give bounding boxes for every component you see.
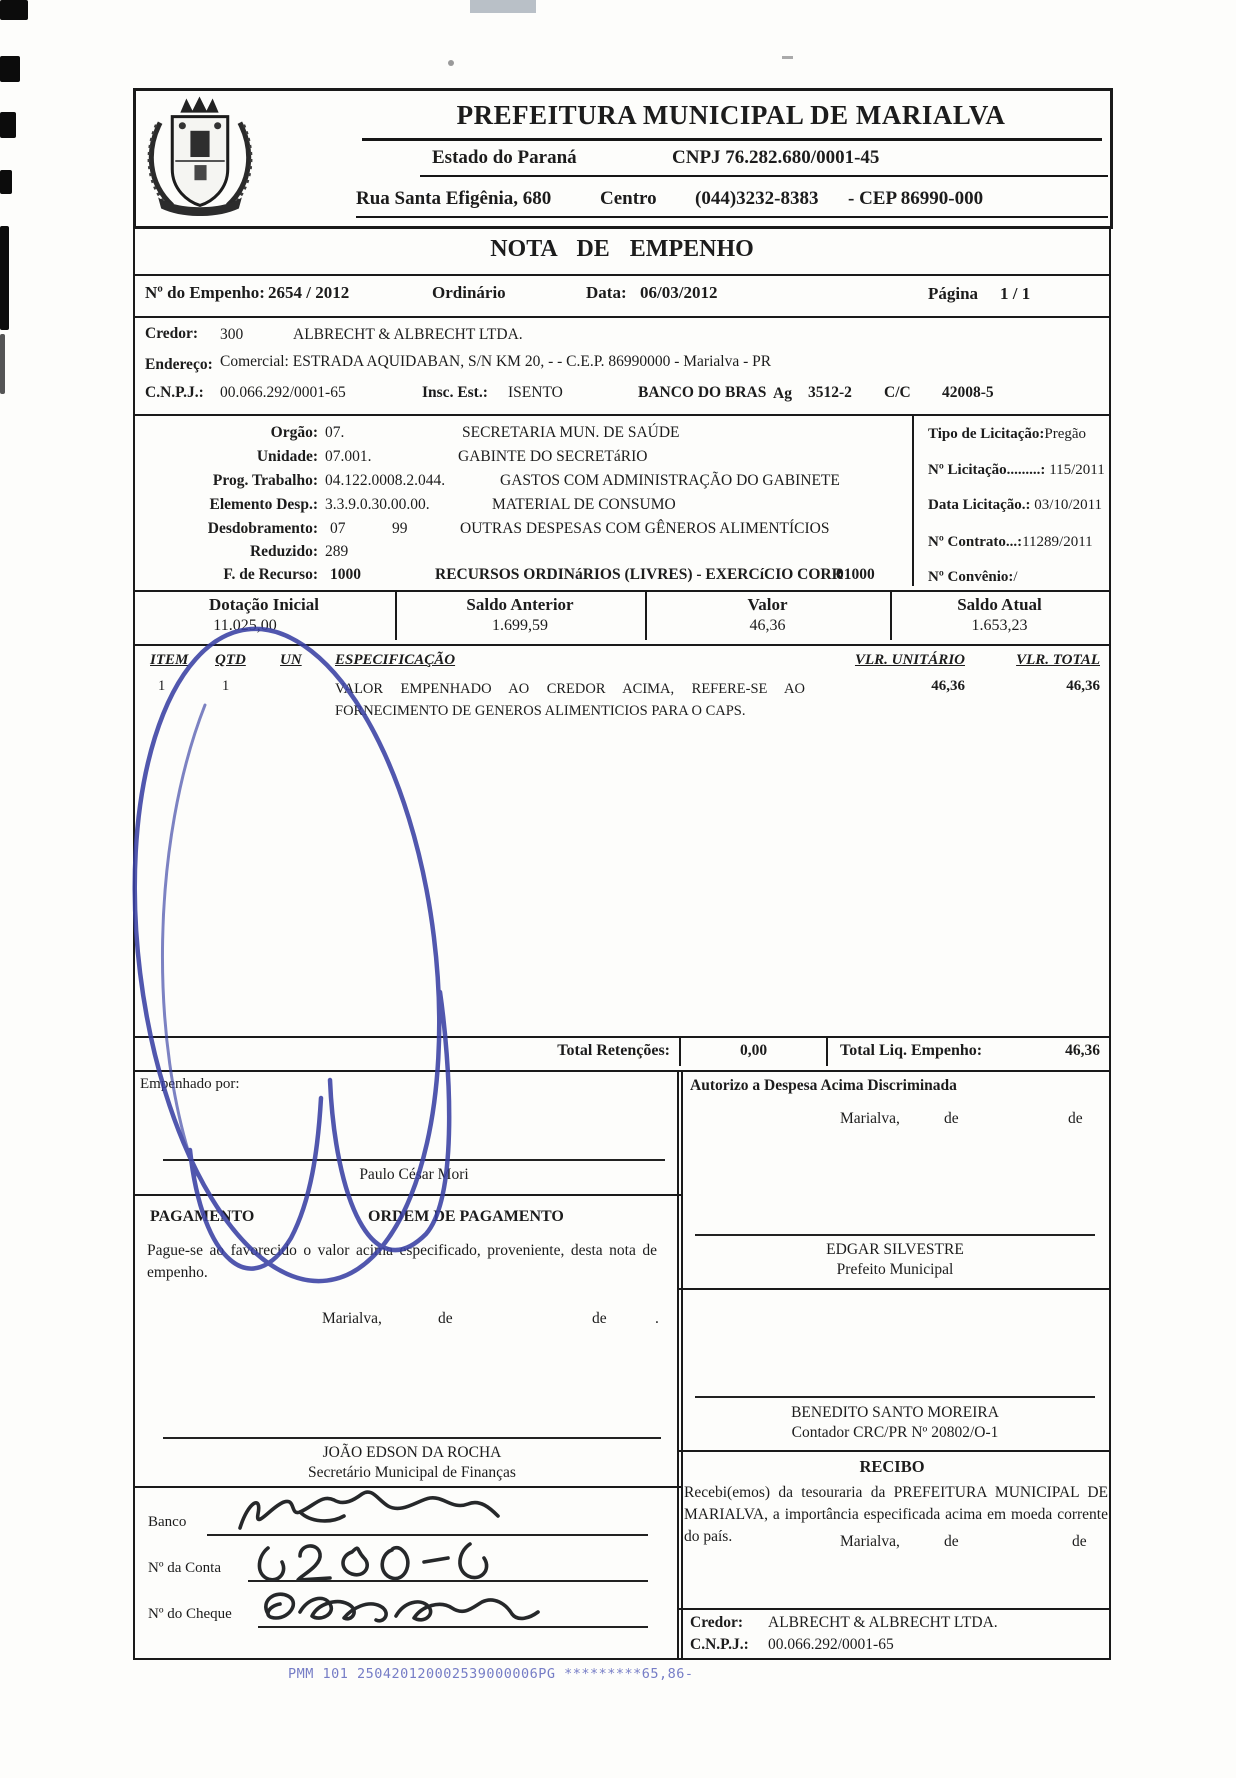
pagamento-text: Pague-se ao favorecido o valor acima especificado, proveniente, desta nota de empenho.: [147, 1242, 657, 1281]
creditor-name: ALBRECHT & ALBRECHT LTDA.: [293, 326, 523, 343]
item-spec: VALOR EMPENHADO AO CREDOR ACIMA, REFERE-SE AO FORNECIMENTO DE GENEROS ALIMENTICIOS PARA O CAPS.: [335, 681, 805, 719]
address-underline: [356, 216, 1108, 218]
retencoes-label: Total Retenções:: [557, 1042, 670, 1059]
budget-divider: [912, 416, 914, 586]
mayor-role: Prefeito Municipal: [836, 1261, 954, 1278]
recibo-title: RECIBO: [859, 1457, 925, 1476]
items-header-total: VLR. TOTAL: [1016, 652, 1100, 668]
recibo-creditor-name: ALBRECHT & ALBRECHT LTDA.: [768, 1614, 998, 1631]
recibo-creditor-label: Credor:: [690, 1614, 744, 1631]
contrato-value: 11289/2011: [1022, 534, 1093, 550]
accountant-role: Contador CRC/PR Nº 20802/O-1: [791, 1424, 999, 1441]
dotacao-col-value: 1.653,23: [971, 617, 1028, 634]
title-underline: [362, 138, 1102, 141]
address-district: Centro: [600, 188, 657, 209]
de-label: de: [944, 1533, 959, 1550]
bank-field-line: [207, 1534, 648, 1536]
bank-name: BANCO DO BRAS: [638, 384, 767, 401]
dotacao-col-label: Dotação Inicial: [208, 595, 320, 614]
budget-code: 3.3.9.0.30.00.00.: [325, 496, 430, 513]
budget-code: 289: [325, 543, 349, 560]
empenho-number-label: Nº do Empenho:: [145, 283, 265, 302]
creditor-address-label: Endereço:: [145, 356, 213, 373]
account-field-line: [248, 1580, 648, 1582]
budget-label: Orgão:: [270, 424, 318, 441]
dotacao-col-value: 11.025,00: [213, 617, 277, 634]
state-reg-value: ISENTO: [508, 384, 563, 401]
retencoes-value: 0,00: [739, 1042, 768, 1059]
convenio-label: Nº Convênio:: [928, 569, 1014, 585]
contrato-label: Nº Contrato...:: [928, 534, 1023, 550]
state-label: Estado do Paraná: [432, 147, 577, 168]
dotacao-col-label: Saldo Atual: [957, 595, 1042, 614]
finance-name: JOÃO EDSON DA ROCHA: [322, 1444, 502, 1461]
budget-label: Desdobramento:: [207, 520, 318, 537]
items-header-spec: ESPECIFICAÇÃO: [335, 652, 456, 668]
scan-artifact: [0, 56, 20, 82]
cheque-field-label: Nº do Cheque: [148, 1606, 232, 1622]
city-label: Marialva,: [322, 1310, 382, 1327]
liquido-label: Total Liq. Empenho:: [840, 1042, 983, 1059]
municipal-crest-logo: [142, 94, 258, 221]
budget-desc: GASTOS COM ADMINISTRAÇÃO DO GABINETE: [500, 472, 840, 489]
address-cep: - CEP 86990-000: [848, 188, 984, 209]
scan-artifact: [470, 0, 536, 13]
scan-artifact: [0, 226, 9, 330]
items-header-un: UN: [280, 652, 302, 668]
item-total-value: 46,36: [1066, 678, 1100, 694]
tipo-licitacao-label: Tipo de Licitação:: [928, 426, 1045, 442]
budget-label: Unidade:: [256, 448, 318, 465]
item-qtd: 1: [222, 678, 230, 694]
num-licitacao-value: 115/2011: [1049, 462, 1105, 478]
totals-divider: [826, 1038, 828, 1066]
de-label: de: [944, 1110, 959, 1127]
subtitle-underline: [420, 175, 1108, 177]
doc-title: NOTA DE EMPENHO: [490, 236, 754, 262]
page-label: Página: [928, 284, 979, 303]
budget-label: Elemento Desp.:: [209, 496, 318, 513]
budget-desc: MATERIAL DE CONSUMO: [492, 496, 676, 513]
recibo-cnpj-value: 00.066.292/0001-65: [768, 1636, 894, 1653]
dotacao-col-label: Saldo Anterior: [466, 595, 574, 614]
cc-value: 42008-5: [942, 384, 994, 401]
dotacao-col-value: 46,36: [749, 617, 786, 634]
budget-code: 07.001.: [325, 448, 372, 465]
empenho-number-value: 2654 / 2012: [268, 283, 350, 302]
budget-code: 07: [330, 520, 346, 537]
cnpj-label: CNPJ 76.282.680/0001-45: [672, 147, 880, 168]
agency-value: 3512-2: [808, 384, 852, 401]
de-label: de: [592, 1310, 607, 1327]
address-street: Rua Santa Efigênia, 680: [356, 188, 552, 209]
accountant-name: BENEDITO SANTO MOREIRA: [791, 1404, 999, 1421]
creditor-cnpj-label: C.N.P.J.:: [145, 384, 204, 401]
items-header-unit: VLR. UNITÁRIO: [854, 652, 965, 668]
recibo-text: Recebi(emos) da tesouraria da PREFEITURA MUNICIPAL DE MARIALVA, a importância especificada acima em moeda corrente do país.: [684, 1484, 1108, 1545]
data-licitacao-label: Data Licitação.:: [928, 497, 1031, 513]
item-unit-value: 46,36: [931, 678, 965, 694]
budget-code: 07.: [325, 424, 345, 441]
creditor-label: Credor:: [145, 325, 199, 342]
creditor-address: Comercial: ESTRADA AQUIDABAN, S/N KM 20, - - C.E.P. 86990000 - Marialva - PR: [220, 353, 772, 370]
de-label: de: [1068, 1110, 1083, 1127]
dotacao-col-label: Valor: [747, 595, 788, 614]
pagamento-title: PAGAMENTO: [150, 1208, 255, 1225]
autorizo-title: Autorizo a Despesa Acima Discriminada: [690, 1077, 957, 1094]
de-label: de: [1072, 1533, 1087, 1550]
cheque-field-line: [258, 1626, 648, 1628]
scan-artifact: [0, 112, 16, 138]
budget-desc: OUTRAS DESPESAS COM GÊNEROS ALIMENTÍCIOS: [460, 520, 830, 537]
budget-desc: SECRETARIA MUN. DE SAÚDE: [462, 424, 680, 441]
scan-artifact: [0, 170, 12, 194]
accountant-signature-line: [695, 1396, 1095, 1398]
budget-desc: GABINTE DO SECRETáRIO: [458, 448, 648, 465]
page-value: 1 / 1: [1000, 284, 1031, 303]
tipo-licitacao-value: Pregão: [1044, 426, 1087, 442]
creditor-code: 300: [220, 326, 244, 343]
address-phone: (044)3232-8383: [695, 188, 819, 209]
cc-label: C/C: [884, 384, 911, 401]
dot-matrix-footer-line: PMM 101 250420120002539000006PG *********65,86-: [288, 1666, 694, 1682]
city-label: Marialva,: [840, 1533, 900, 1550]
budget-code: 04.122.0008.2.044.: [325, 472, 446, 489]
scan-artifact: [0, 334, 5, 394]
data-licitacao-value: 03/10/2011: [1034, 497, 1103, 513]
empenho-date-label: Data:: [586, 283, 627, 302]
city-label: Marialva,: [840, 1110, 900, 1127]
num-licitacao-label: Nº Licitação.........:: [928, 462, 1046, 478]
items-header-item: ITEM: [150, 652, 189, 668]
budget-code2: 99: [392, 520, 408, 537]
budget-label: Reduzido:: [249, 543, 318, 560]
de-label: de: [438, 1310, 453, 1327]
account-field-label: Nº da Conta: [148, 1560, 221, 1576]
empenho-date: 06/03/2012: [640, 283, 718, 302]
item-number: 1: [158, 678, 166, 694]
scan-artifact: [448, 60, 454, 66]
empenho-modality: Ordinário: [432, 283, 506, 302]
budget-extra-code: 01000: [836, 566, 875, 583]
dotacao-col-value: 1.699,59: [492, 617, 548, 634]
finance-role: Secretário Municipal de Finanças: [308, 1464, 516, 1481]
mayor-name: EDGAR SILVESTRE: [826, 1241, 964, 1258]
dot-label: .: [655, 1310, 659, 1327]
empenhado-name: Paulo César Mori: [359, 1166, 469, 1183]
convenio-value: /: [1013, 569, 1018, 585]
agency-label: Ag: [773, 385, 792, 402]
creditor-cnpj: 00.066.292/0001-65: [220, 384, 346, 401]
bank-field-label: Banco: [148, 1514, 187, 1530]
recibo-cnpj-label: C.N.P.J.:: [690, 1636, 749, 1653]
finance-signature-line: [163, 1437, 661, 1439]
scan-artifact: [0, 0, 28, 20]
liquido-value: 46,36: [1065, 1042, 1100, 1059]
empenhado-label: Empenhado por:: [140, 1076, 240, 1092]
mayor-signature-line: [695, 1234, 1095, 1236]
budget-desc: RECURSOS ORDINáRIOS (LIVRES) - EXERCíCIO CORR: [435, 566, 843, 583]
budget-label: Prog. Trabalho:: [212, 472, 318, 489]
budget-label: F. de Recurso:: [223, 566, 318, 583]
empenhado-signature-line: [163, 1159, 665, 1161]
municipality-title: PREFEITURA MUNICIPAL DE MARIALVA: [456, 100, 1006, 130]
items-header-qtd: QTD: [215, 652, 246, 668]
state-reg-label: Insc. Est.:: [422, 384, 488, 401]
ordem-pagamento-title: ORDEM DE PAGAMENTO: [368, 1208, 564, 1225]
budget-code: 1000: [330, 566, 361, 583]
scan-artifact: [782, 56, 793, 59]
